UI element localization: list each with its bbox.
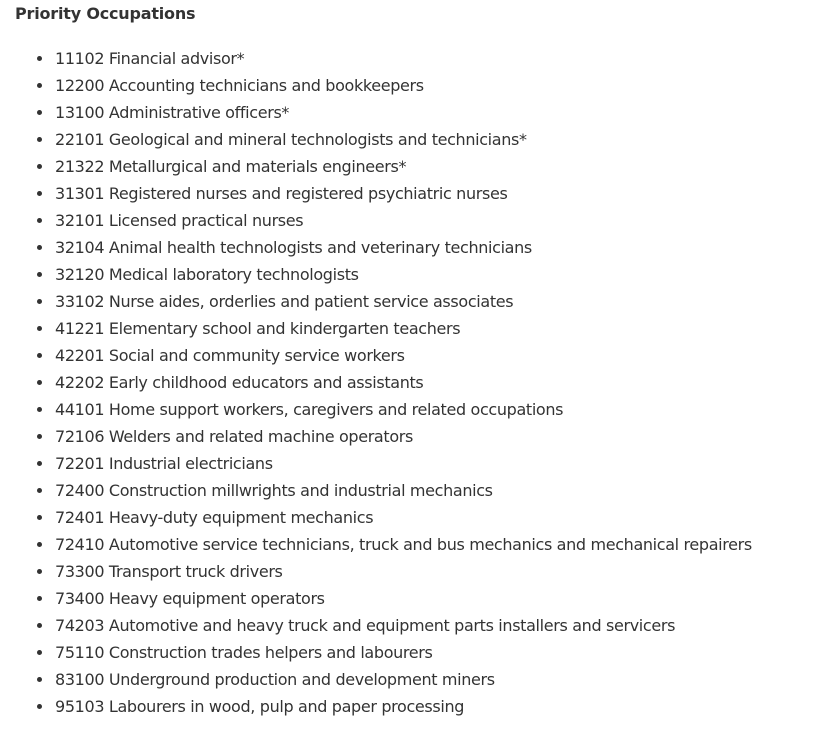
list-item: [0, 99, 813, 126]
occupation-text: 74203 Automotive and heavy truck and equipment parts installers and servicers: [55, 616, 676, 635]
list-item: [0, 234, 813, 261]
occupation-text: 32120 Medical laboratory technologists: [55, 265, 359, 284]
occupation-text: 12200 Accounting technicians and bookkeepers: [55, 76, 424, 95]
list-item: [0, 207, 813, 234]
bullet-icon: [37, 164, 42, 169]
bullet-icon: [37, 191, 42, 196]
list-item: [0, 477, 813, 504]
list-item: [0, 558, 813, 585]
bullet-icon: [37, 569, 42, 574]
occupation-text: 72410 Automotive service technicians, truck and bus mechanics and mechanical repairers: [55, 535, 752, 554]
occupation-text: 13100 Administrative officers*: [55, 103, 290, 122]
bullet-icon: [37, 137, 42, 142]
list-item: [0, 288, 813, 315]
occupation-text: 11102 Financial advisor*: [55, 49, 245, 68]
occupation-text: 73300 Transport truck drivers: [55, 562, 283, 581]
occupation-text: 41221 Elementary school and kindergarten teachers: [55, 319, 461, 338]
occupation-text: 95103 Labourers in wood, pulp and paper processing: [55, 697, 465, 716]
bullet-icon: [37, 434, 42, 439]
bullet-icon: [37, 623, 42, 628]
list-item: [0, 180, 813, 207]
occupation-text: 83100 Underground production and development miners: [55, 670, 495, 689]
list-item: [0, 639, 813, 666]
list-item: [0, 450, 813, 477]
list-item: [0, 396, 813, 423]
bullet-icon: [37, 299, 42, 304]
bullet-icon: [37, 596, 42, 601]
occupation-text: 33102 Nurse aides, orderlies and patient service associates: [55, 292, 514, 311]
list-item: [0, 126, 813, 153]
list-item: [0, 342, 813, 369]
bullet-icon: [37, 245, 42, 250]
bullet-icon: [37, 83, 42, 88]
list-item: [0, 45, 813, 72]
occupation-text: 21322 Metallurgical and materials engineers*: [55, 157, 407, 176]
bullet-icon: [37, 515, 42, 520]
occupation-list: [0, 45, 813, 720]
bullet-icon: [37, 542, 42, 547]
list-item: [0, 531, 813, 558]
occupation-text: 42202 Early childhood educators and assistants: [55, 373, 424, 392]
occupation-text: 72201 Industrial electricians: [55, 454, 273, 473]
occupation-text: 31301 Registered nurses and registered psychiatric nurses: [55, 184, 508, 203]
occupation-text: 73400 Heavy equipment operators: [55, 589, 325, 608]
occupation-text: 75110 Construction trades helpers and labourers: [55, 643, 433, 662]
bullet-icon: [37, 704, 42, 709]
occupation-text: 42201 Social and community service workers: [55, 346, 405, 365]
list-item: [0, 666, 813, 693]
bullet-icon: [37, 650, 42, 655]
bullet-icon: [37, 380, 42, 385]
list-item: [0, 612, 813, 639]
bullet-icon: [37, 110, 42, 115]
bullet-icon: [37, 677, 42, 682]
bullet-icon: [37, 461, 42, 466]
bullet-icon: [37, 218, 42, 223]
section-heading: Priority Occupations: [15, 4, 196, 23]
bullet-icon: [37, 326, 42, 331]
list-item: [0, 315, 813, 342]
occupation-text: 22101 Geological and mineral technologists and technicians*: [55, 130, 527, 149]
list-item: [0, 72, 813, 99]
bullet-icon: [37, 407, 42, 412]
bullet-icon: [37, 353, 42, 358]
occupation-text: 44101 Home support workers, caregivers and related occupations: [55, 400, 564, 419]
list-item: [0, 693, 813, 720]
list-item: [0, 423, 813, 450]
occupation-text: 72401 Heavy-duty equipment mechanics: [55, 508, 374, 527]
bullet-icon: [37, 488, 42, 493]
occupation-text: 72400 Construction millwrights and industrial mechanics: [55, 481, 493, 500]
list-item: [0, 504, 813, 531]
list-item: [0, 585, 813, 612]
occupation-text: 32104 Animal health technologists and veterinary technicians: [55, 238, 532, 257]
list-item: [0, 153, 813, 180]
bullet-icon: [37, 56, 42, 61]
list-item: [0, 261, 813, 288]
bullet-icon: [37, 272, 42, 277]
occupation-text: 32101 Licensed practical nurses: [55, 211, 304, 230]
occupation-text: 72106 Welders and related machine operators: [55, 427, 413, 446]
list-item: [0, 369, 813, 396]
